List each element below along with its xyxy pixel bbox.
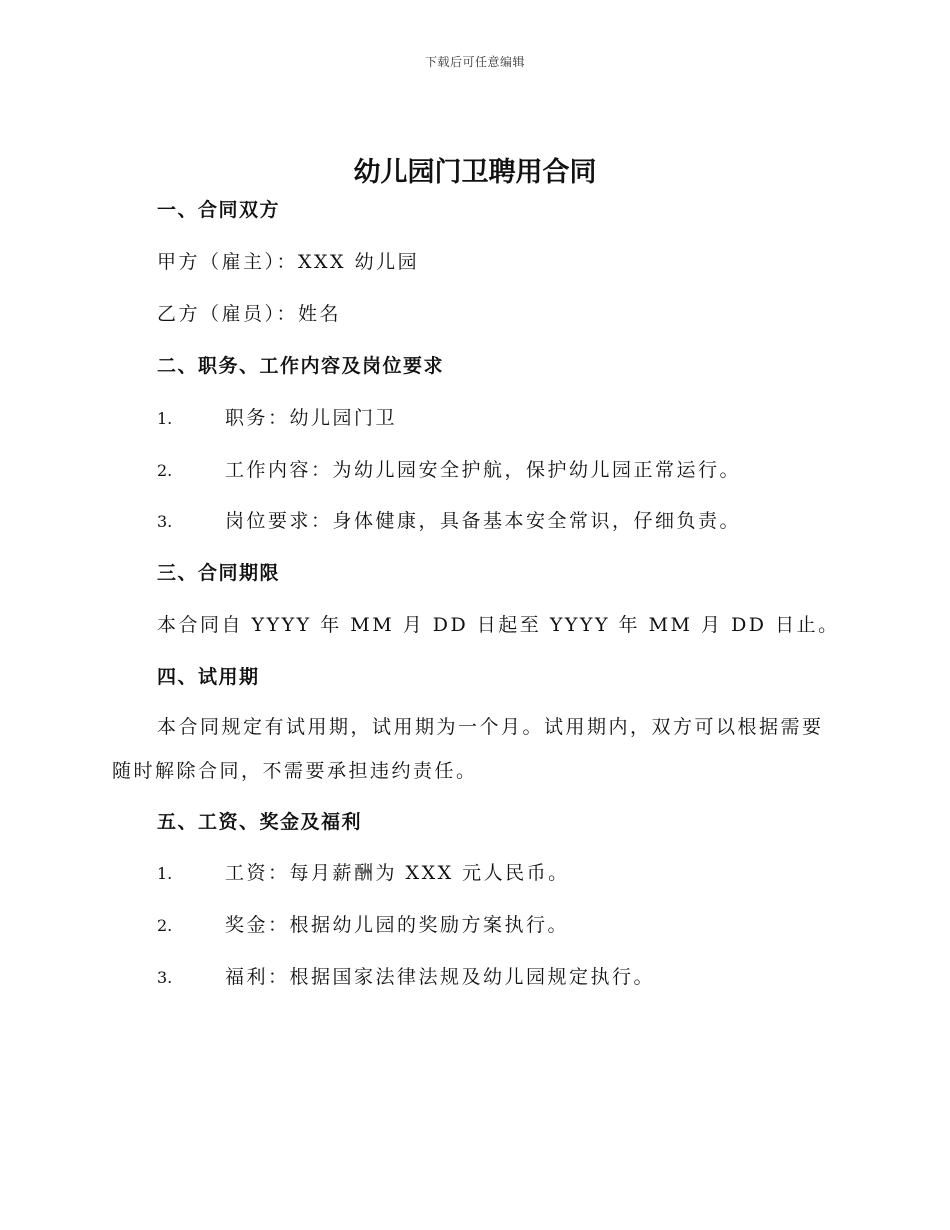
list-item bbox=[0, 508, 950, 535]
list-item bbox=[0, 860, 950, 887]
list-item-text: 奖金：根据幼儿园的奖励方案执行。 bbox=[225, 914, 570, 936]
list-item bbox=[0, 457, 950, 484]
list-item-text: 岗位要求：身体健康，具备基本安全常识，仔细负责。 bbox=[225, 510, 742, 532]
probation-text-line-1: 本合同规定有试用期，试用期为一个月。试用期内，双方可以根据需要 bbox=[157, 716, 824, 738]
list-item bbox=[0, 912, 950, 939]
list-item-number: 1. bbox=[157, 864, 173, 883]
list-item bbox=[0, 964, 950, 991]
section-4-heading: 四、试用期 bbox=[157, 666, 260, 688]
probation-text-line-2: 随时解除合同，不需要承担违约责任。 bbox=[112, 760, 478, 782]
list-item-text: 工资：每月薪酬为 XXX 元人民币。 bbox=[225, 862, 570, 884]
header-note: 下载后可任意编辑 bbox=[424, 55, 525, 69]
section-5-heading: 五、工资、奖金及福利 bbox=[157, 811, 363, 833]
document-title: 幼儿园门卫聘用合同 bbox=[353, 157, 597, 188]
section-1-heading: 一、合同双方 bbox=[157, 199, 281, 221]
list-item bbox=[0, 405, 950, 432]
party-a: 甲方（雇主）：XXX 幼儿园 bbox=[157, 251, 420, 273]
contract-term-text: 本合同自 YYYY 年 MM 月 DD 日起至 YYYY 年 MM 月 DD 日止。 bbox=[157, 614, 840, 636]
list-item-number: 2. bbox=[157, 916, 173, 935]
list-item-number: 1. bbox=[157, 409, 173, 428]
list-item-number: 3. bbox=[157, 512, 173, 531]
list-item-text: 福利：根据国家法律法规及幼儿园规定执行。 bbox=[225, 966, 656, 988]
list-item-text: 职务：幼儿园门卫 bbox=[225, 407, 398, 429]
list-item-text: 工作内容：为幼儿园安全护航，保护幼儿园正常运行。 bbox=[225, 459, 742, 481]
list-item-number: 2. bbox=[157, 461, 173, 480]
list-item-number: 3. bbox=[157, 968, 173, 987]
section-2-heading: 二、职务、工作内容及岗位要求 bbox=[157, 355, 445, 377]
party-b: 乙方（雇员）：姓名 bbox=[157, 303, 342, 325]
section-3-heading: 三、合同期限 bbox=[157, 562, 281, 584]
